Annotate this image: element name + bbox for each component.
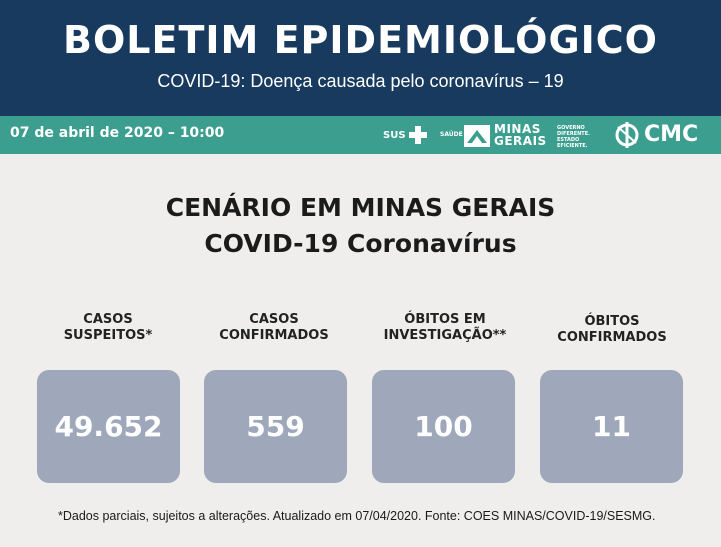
label-line: ÓBITOS (584, 314, 640, 329)
label-line: CONFIRMADOS (219, 328, 329, 343)
deaths-under-investigation-label (370, 312, 520, 344)
suspected-cases-label (33, 312, 183, 344)
sus-logo (383, 126, 427, 144)
header-banner (0, 0, 721, 116)
minas-gerais-logo-text (494, 123, 547, 147)
label-line: ÓBITOS EM (404, 312, 486, 327)
label-line: CASOS (83, 312, 133, 327)
scenario-subheading: COVID-19 Coronavírus (204, 229, 517, 258)
cmc-logo-text: CMC (644, 122, 699, 147)
label-line: CONFIRMADOS (557, 330, 667, 345)
mg-line1: MINAS (494, 122, 541, 136)
label-line: CASOS (249, 312, 299, 327)
label-line: INVESTIGAÇÃO** (383, 328, 507, 343)
deaths-under-investigation-value: 100 (414, 410, 473, 443)
mg-slogan-line: ESTADO (557, 137, 580, 143)
confirmed-deaths-card (540, 370, 683, 483)
confirmed-deaths-value: 11 (592, 410, 631, 443)
plus-cross-icon (409, 126, 427, 144)
deaths-under-investigation-card (372, 370, 515, 483)
bulletin-date: 07 de abril de 2020 – 10:00 (10, 125, 225, 141)
mg-slogan-line: DIFERENTE. (557, 131, 591, 137)
confirmed-cases-value: 559 (246, 410, 305, 443)
mg-slogan (557, 125, 590, 149)
suspected-cases-card (37, 370, 180, 483)
bulletin-subtitle: COVID-19: Doença causada pelo coronavírus – 19 (157, 71, 564, 91)
label-line: SUSPEITOS* (63, 328, 153, 343)
mg-slogan-line: GOVERNO (557, 125, 585, 131)
confirmed-cases-card (204, 370, 347, 483)
confirmed-cases-label (199, 312, 349, 344)
minas-gerais-mountain-icon (464, 125, 490, 147)
date-bar (0, 116, 721, 154)
footnote: *Dados parciais, sujeitos a alterações. Atualizado em 07/04/2020. Fonte: COES MINAS/COVID-19/SESMG. (58, 509, 656, 523)
confirmed-deaths-label (537, 314, 687, 346)
mg-line2: GERAIS (494, 134, 547, 148)
cmc-emblem-icon (612, 121, 642, 149)
mg-slogan-line: EFICIENTE. (557, 143, 588, 149)
sus-logo-text: SUS (383, 129, 406, 141)
bulletin-title: BOLETIM EPIDEMIOLÓGICO (63, 18, 658, 62)
suspected-cases-value: 49.652 (54, 410, 163, 443)
saude-label: SAÚDE (440, 131, 463, 138)
scenario-heading: CENÁRIO EM MINAS GERAIS (165, 193, 556, 222)
